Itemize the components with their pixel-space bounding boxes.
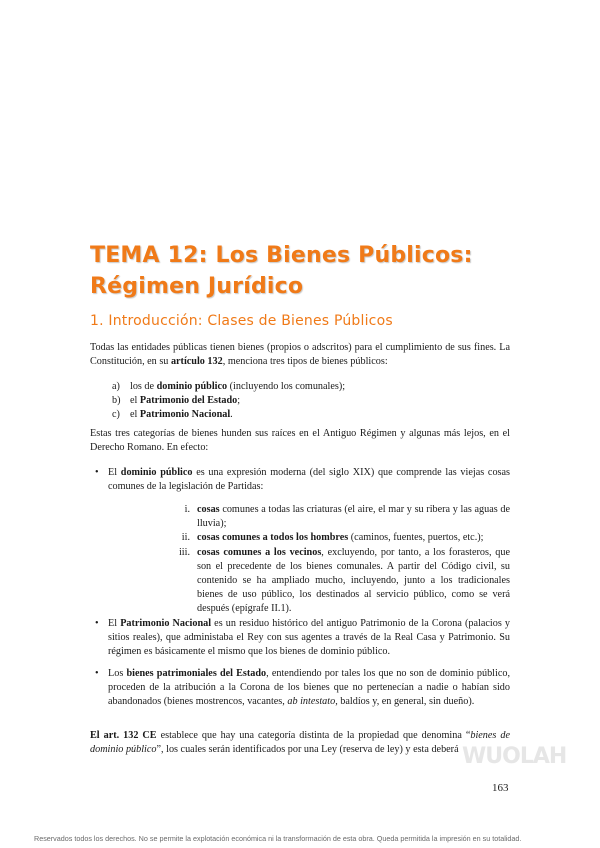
bullet-text: El: [108, 618, 121, 629]
list-item-text: , excluyendo, por tanto, a los forasteros, que son el precedente de los bienes comunales. A partir del Código civil, su contenido se ha ampliado mucho, incluyendo, junto a los tradicionales bienes de uso público, los destinados al servicio público, como se verá después (epígrafe II.1).: [197, 546, 510, 615]
list-item-text: el: [130, 409, 140, 421]
list-item-bold: Patrimonio Nacional: [139, 409, 231, 421]
list-item-bold: dominio público: [156, 381, 228, 392]
bullet-dot-icon: •: [95, 467, 99, 478]
chapter-title: [90, 240, 530, 302]
intro-paragraph: [90, 341, 510, 369]
bullet-italic: ab intestato: [287, 696, 336, 708]
bullet-text: , entendiendo por tales los que no son de dominio público, proceden de la atribución a la Corona de los bienes que no pertenecían a nadie o habían sido abandonados (bienes mostrencos, vacantes,: [108, 668, 511, 708]
list-item-text: el: [130, 395, 140, 407]
art-132-bold: El art. 132 CE: [90, 730, 157, 741]
art-132-paragraph: [90, 729, 510, 757]
list-item: [112, 408, 492, 422]
list-item-text: .: [230, 409, 233, 421]
bullet-dot-icon: •: [95, 668, 99, 679]
list-item-text: (incluyendo los comunales);: [227, 381, 346, 392]
bullet-bold: bienes patrimoniales del Estado: [126, 668, 267, 679]
cosas-comunes-list: [170, 503, 510, 617]
art-132-text-2: ”, los cuales serán identificados por una Ley (reserva de ley) y esta deberá: [156, 744, 459, 756]
list-marker: c): [112, 409, 120, 421]
bullet-bold: dominio público: [120, 467, 193, 478]
page-number: 163: [492, 782, 509, 794]
wuolah-logo-text: WUOLAH: [462, 744, 567, 769]
bien-types-list: [112, 380, 492, 423]
roots-paragraph: Estas tres categorías de bienes hunden sus raíces en el Antiguo Régimen y algunas más lejos, en el Derecho Romano. En efecto:: [90, 428, 510, 454]
bullet-dot-icon: •: [95, 618, 99, 629]
list-item-bold: cosas comunes a los vecinos: [197, 546, 322, 558]
bullet-bold: Patrimonio Nacional: [120, 618, 212, 629]
copyright-footer: Reservados todos los derechos. No se permite la explotación económica ni la transformación de esta obra. Queda permitida la impresión en su totalidad.: [34, 834, 522, 843]
bullet-text: es un residuo histórico del antiguo Patrimonio de la Corona (palacios y sitios reales), que administaba el Rey con sus agentes a través de la Real Casa y Patrimonio. Su régimen es básicamente el mismo que los bienes de dominio público.: [108, 618, 511, 658]
list-marker: ii.: [181, 532, 190, 544]
bullet-bienes-patrimoniales: [95, 667, 511, 710]
section-heading: 1. Introducción: Clases de Bienes Públicos: [90, 313, 393, 329]
list-marker: i.: [184, 504, 190, 515]
intro-bold-article: artículo 132: [170, 356, 223, 368]
wuolah-logo: [462, 744, 570, 778]
bullet-text: El: [108, 467, 121, 478]
chapter-title-line-1: TEMA 12: Los Bienes Públicos:: [90, 243, 473, 268]
list-item: [170, 531, 510, 545]
art-132-text-1: establece que hay una categoría distinta de la propiedad que denomina “: [156, 730, 471, 741]
list-item: [170, 503, 510, 531]
list-item: [112, 394, 492, 408]
bullet-text: , baldíos y, en general, sin dueño).: [335, 696, 475, 708]
list-marker: b): [112, 395, 121, 407]
bullet-patrimonio-nacional: [95, 617, 511, 660]
bullet-text: Los: [108, 668, 127, 679]
bullet-text: es una expresión moderna (del siglo XIX) que comprende las viejas cosas comunes de la legislación de Partidas:: [108, 467, 510, 493]
intro-text-2: , menciona tres tipos de bienes públicos:: [222, 356, 388, 368]
list-item-bold: Patrimonio del Estado: [139, 395, 238, 407]
list-item-text: ;: [237, 395, 241, 407]
list-item-text: (caminos, fuentes, puertos, etc.);: [348, 532, 484, 544]
list-item: [170, 546, 510, 617]
bullet-dominio-publico: [95, 466, 510, 494]
list-marker: iii.: [178, 546, 190, 558]
list-item: [112, 380, 492, 394]
list-marker: a): [112, 381, 120, 392]
art-132-italic: bienes de dominio público: [90, 730, 510, 756]
chapter-title-line-2: Régimen Jurídico: [90, 274, 304, 299]
list-item-bold: cosas comunes a todos los hombres: [197, 532, 349, 544]
intro-text-1: Todas las entidades públicas tienen bienes (propios o adscritos) para el cumplimiento de sus fines. La Constitución, en su: [90, 342, 510, 368]
list-item-text: los de: [130, 381, 157, 392]
list-item-bold: cosas: [197, 504, 220, 515]
list-item-text: comunes a todas las criaturas (el aire, el mar y su ribera y las aguas de lluvia);: [197, 504, 510, 530]
